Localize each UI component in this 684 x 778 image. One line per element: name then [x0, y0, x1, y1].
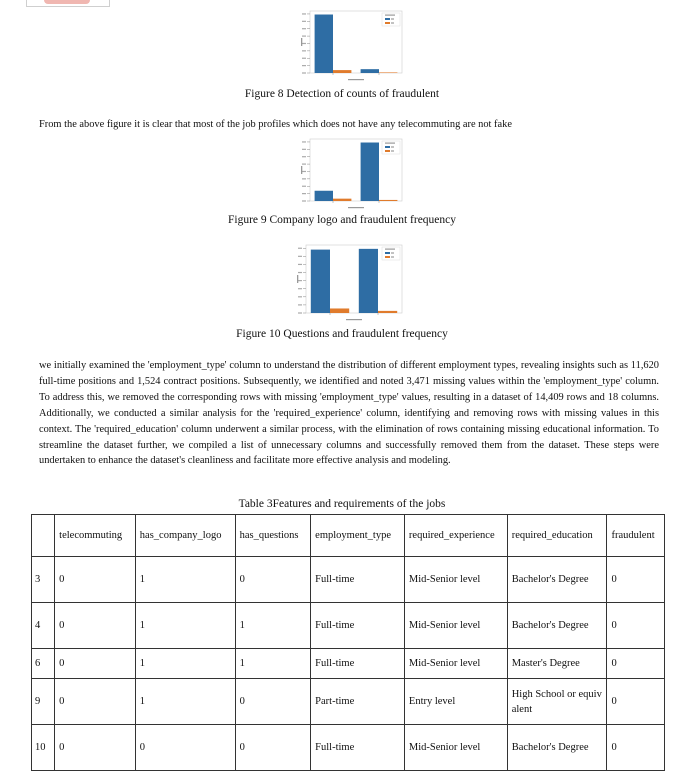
table-cell: 1 — [135, 679, 235, 725]
y-tick-label — [298, 280, 302, 281]
table-cell: Full-time — [311, 603, 405, 649]
y-axis-label — [301, 38, 302, 46]
table-caption: Table 3Features and requirements of the jobs — [238, 498, 446, 510]
table-cell: 0 — [235, 679, 311, 725]
bar-0-1 — [361, 69, 379, 73]
y-tick-label — [302, 43, 306, 44]
y-tick-label — [302, 200, 306, 201]
table-cell: 0 — [55, 557, 136, 603]
header-cell: has_questions — [235, 515, 311, 557]
bar-1-1 — [379, 200, 397, 201]
legend-swatch-1 — [385, 150, 390, 152]
table-cell: 1 — [135, 649, 235, 679]
table-cell: High School or equivalent — [507, 679, 607, 725]
y-tick-label — [302, 186, 306, 187]
bar-0-0 — [315, 191, 333, 201]
row-index-cell: 4 — [32, 603, 55, 649]
table-row — [32, 679, 665, 725]
table-cell: Mid-Senior level — [404, 603, 507, 649]
bar-0-0 — [311, 250, 330, 313]
table-cell: 1 — [235, 603, 311, 649]
legend-title — [385, 143, 395, 144]
y-tick-label — [302, 21, 306, 22]
y-tick-label — [302, 149, 306, 150]
table-cell: Mid-Senior level — [404, 649, 507, 679]
y-tick-label — [302, 28, 306, 29]
x-axis-label — [348, 79, 364, 80]
legend-title — [385, 249, 395, 250]
bar-1-0 — [333, 199, 351, 201]
table-cell: Mid-Senior level — [404, 557, 507, 603]
legend-label-1 — [391, 256, 394, 257]
bar-0-0 — [315, 15, 333, 73]
table-cell: Entry level — [404, 679, 507, 725]
table-cell: Bachelor's Degree — [507, 725, 607, 771]
features-table — [31, 514, 665, 771]
table-cell: 0 — [607, 679, 665, 725]
legend-swatch-1 — [385, 22, 390, 24]
y-axis-label — [301, 166, 302, 174]
figure-8-caption: Figure 8 Detection of counts of fraudulent — [244, 88, 440, 100]
y-tick-label — [302, 141, 306, 142]
y-tick-label — [298, 296, 302, 297]
table-row — [32, 649, 665, 679]
table-cell: 0 — [607, 725, 665, 771]
bar-1-0 — [330, 308, 349, 313]
y-tick-label — [298, 304, 302, 305]
table-row — [32, 557, 665, 603]
y-tick-label — [298, 312, 302, 313]
header-cell: fraudulent — [607, 515, 665, 557]
y-tick-label — [298, 248, 302, 249]
figure-9-caption: Figure 9 Company logo and fraudulent frequency — [227, 214, 457, 226]
bar-1-1 — [378, 311, 397, 313]
row-index-cell: 3 — [32, 557, 55, 603]
bar-1-1 — [379, 72, 397, 73]
y-tick-label — [302, 72, 306, 73]
header-cell: employment_type — [311, 515, 405, 557]
y-tick-label — [302, 13, 306, 14]
header-cell: has_company_logo — [135, 515, 235, 557]
header-cell-index — [32, 515, 55, 557]
legend-swatch-1 — [385, 256, 390, 258]
table-cell: 1 — [235, 649, 311, 679]
table-cell: Bachelor's Degree — [507, 557, 607, 603]
legend-label-0 — [391, 18, 394, 19]
legend-swatch-0 — [385, 146, 390, 148]
table-cell: 1 — [135, 603, 235, 649]
table-cell: Part-time — [311, 679, 405, 725]
table-cell: 0 — [235, 557, 311, 603]
figure-8-chart — [300, 8, 406, 82]
figure-10-caption: Figure 10 Questions and fraudulent frequency — [236, 328, 448, 340]
table-cell: 0 — [607, 603, 665, 649]
table-row — [32, 725, 665, 771]
table-cell: 1 — [135, 557, 235, 603]
table-cell: Mid-Senior level — [404, 725, 507, 771]
figure-10-chart — [296, 242, 406, 322]
y-tick-label — [302, 193, 306, 194]
legend-label-0 — [391, 146, 394, 147]
header-cell: telecommuting — [55, 515, 136, 557]
figure-9-chart — [300, 136, 406, 210]
table-cell: Master's Degree — [507, 649, 607, 679]
bar-0-1 — [359, 249, 378, 313]
table-cell: 0 — [55, 649, 136, 679]
table-cell: 0 — [55, 603, 136, 649]
table-cell: 0 — [607, 557, 665, 603]
body-sentence: From the above figure it is clear that most of the job profiles which does not have any telecommuting are not fake — [39, 119, 512, 130]
y-axis-label — [297, 275, 298, 283]
table-cell: 0 — [55, 679, 136, 725]
header-cell: required_education — [507, 515, 607, 557]
legend-label-1 — [391, 150, 394, 151]
y-tick-label — [302, 171, 306, 172]
legend-label-0 — [391, 252, 394, 253]
table-cell: 0 — [135, 725, 235, 771]
legend-title — [385, 15, 395, 16]
table-header-row — [32, 515, 665, 557]
y-tick-label — [302, 50, 306, 51]
y-tick-label — [298, 288, 302, 289]
y-tick-label — [302, 178, 306, 179]
table-cell: Bachelor's Degree — [507, 603, 607, 649]
bar-1-0 — [333, 70, 351, 73]
y-tick-label — [302, 65, 306, 66]
table-cell: 0 — [607, 649, 665, 679]
legend-label-1 — [391, 22, 394, 23]
table-cell: Full-time — [311, 649, 405, 679]
logo-arc — [44, 0, 90, 4]
y-tick-label — [298, 256, 302, 257]
table-cell: 0 — [235, 725, 311, 771]
row-index-cell: 6 — [32, 649, 55, 679]
y-tick-label — [298, 264, 302, 265]
row-index-cell: 10 — [32, 725, 55, 771]
y-tick-label — [302, 58, 306, 59]
table-cell: Full-time — [311, 725, 405, 771]
legend-swatch-0 — [385, 18, 390, 20]
y-tick-label — [302, 163, 306, 164]
table-cell: Full-time — [311, 557, 405, 603]
table-cell: 0 — [55, 725, 136, 771]
legend-swatch-0 — [385, 252, 390, 254]
header-cell: required_experience — [404, 515, 507, 557]
y-tick-label — [298, 272, 302, 273]
x-axis-label — [348, 207, 364, 208]
x-axis-label — [346, 319, 362, 320]
y-tick-label — [302, 35, 306, 36]
methodology-paragraph: we initially examined the 'employment_type' column to understand the distribution of different employment types, revealing insights such as 11,620 full-time positions and 1,524 contract positions. Subsequently, we identified and noted 3,471 missing values within the 'employment_type' column. To address this, we removed the corresponding rows with missing 'employment_type' values, resulting in a dataset of 14,409 rows and 18 columns. Additionally, we conducted a similar analysis for the 'required_experience' column, identifying and removing rows with missing values in this context. The 'required_education' column underwent a similar process, with the elimination of rows containing missing educational information. To streamline the dataset further, we compiled a list of unnecessary columns and successfully removed them from the dataset. These steps were undertaken to enhance the dataset's cleanliness and facilitate more effective analysis and modeling. — [39, 360, 659, 467]
row-index-cell: 9 — [32, 679, 55, 725]
y-tick-label — [302, 156, 306, 157]
bar-0-1 — [361, 143, 379, 201]
table-row — [32, 603, 665, 649]
